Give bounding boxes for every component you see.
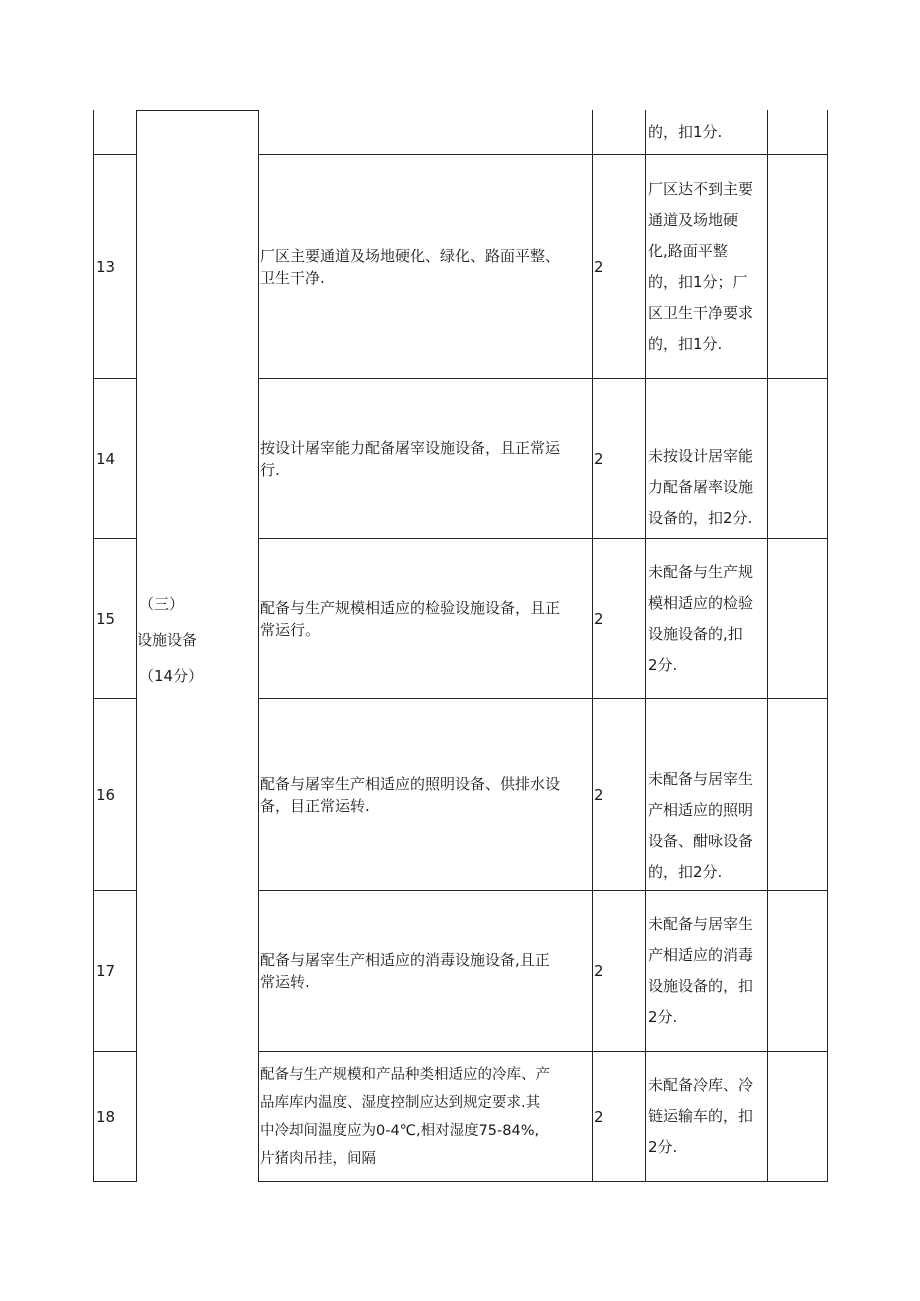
category-line-1: （三） xyxy=(139,595,185,613)
deduction-cell: 未配备与居宰生 产相适应的消毒 设施设备的，扣 2分. xyxy=(648,915,754,1026)
deduction-cell: 未配备冷库、冷 链运输车的，扣 2分. xyxy=(648,1076,754,1156)
row-number: 14 xyxy=(96,449,116,468)
deduction-cell: 厂区达不到主要 通道及场地硬 化,路面平整 的，扣1分；厂 区卫生干净要求 的，扣1分. xyxy=(648,179,754,353)
border-line xyxy=(767,110,768,1182)
deduction-cell: 未配备与生产规 模相适应的检验 设施设备的,扣 2分. xyxy=(648,562,754,674)
requirement-cell: 厂区主要通道及场地硬化、绿化、路面平整、 卫生干净. xyxy=(260,246,561,287)
score-cell: 2 xyxy=(594,257,604,276)
requirement-cell: 配备与生产规模相适应的检验设施设备，且正 常运行。 xyxy=(260,598,561,639)
partial-deduction-cell xyxy=(646,111,767,154)
row-number: 17 xyxy=(96,962,116,980)
requirement-cell: 配备与生产规模和产品种类相适应的冷库、产 品库库内温度、湿度控制应达到规定要求.其 中冷却间温度应为0-4℃,相对湿度75-84%, 片猪肉吊挂，间隔 xyxy=(260,1066,550,1167)
requirement-cell: 配备与屠宰生产相适应的照明设备、供排水设 备，目正常运转. xyxy=(260,774,561,815)
row-number: 16 xyxy=(96,785,116,804)
border-line xyxy=(827,110,828,1182)
requirement-cell: 配备与屠宰生产相适应的消毒设施设备,且正 常运转. xyxy=(260,951,550,991)
category-line-3: （14分） xyxy=(139,667,204,685)
score-cell: 2 xyxy=(594,609,604,628)
row-number: 13 xyxy=(96,257,116,276)
deduction-cell: 未配备与居宰生 产相适应的照明 设备、酣咏设备 的，扣2分. xyxy=(648,770,754,881)
border-line xyxy=(136,110,258,111)
category-cell xyxy=(137,580,258,700)
score-cell: 2 xyxy=(594,1107,604,1126)
border-line xyxy=(93,1181,136,1182)
category-line-2: 设施设备 xyxy=(137,631,198,649)
score-cell: 2 xyxy=(594,962,604,980)
score-cell: 2 xyxy=(594,785,604,804)
partial-deduction-text: 的，扣1分. xyxy=(648,123,723,141)
row-number: 18 xyxy=(96,1107,116,1126)
requirement-cell: 按设计屠宰能力配备屠宰设施设备，且正常运 行. xyxy=(260,438,561,479)
border-line xyxy=(258,1181,827,1182)
deduction-cell: 未按设计居宰能 力配备屠率设施 设备的，扣2分. xyxy=(648,447,754,527)
score-cell: 2 xyxy=(594,449,604,468)
row-number: 15 xyxy=(96,609,116,628)
